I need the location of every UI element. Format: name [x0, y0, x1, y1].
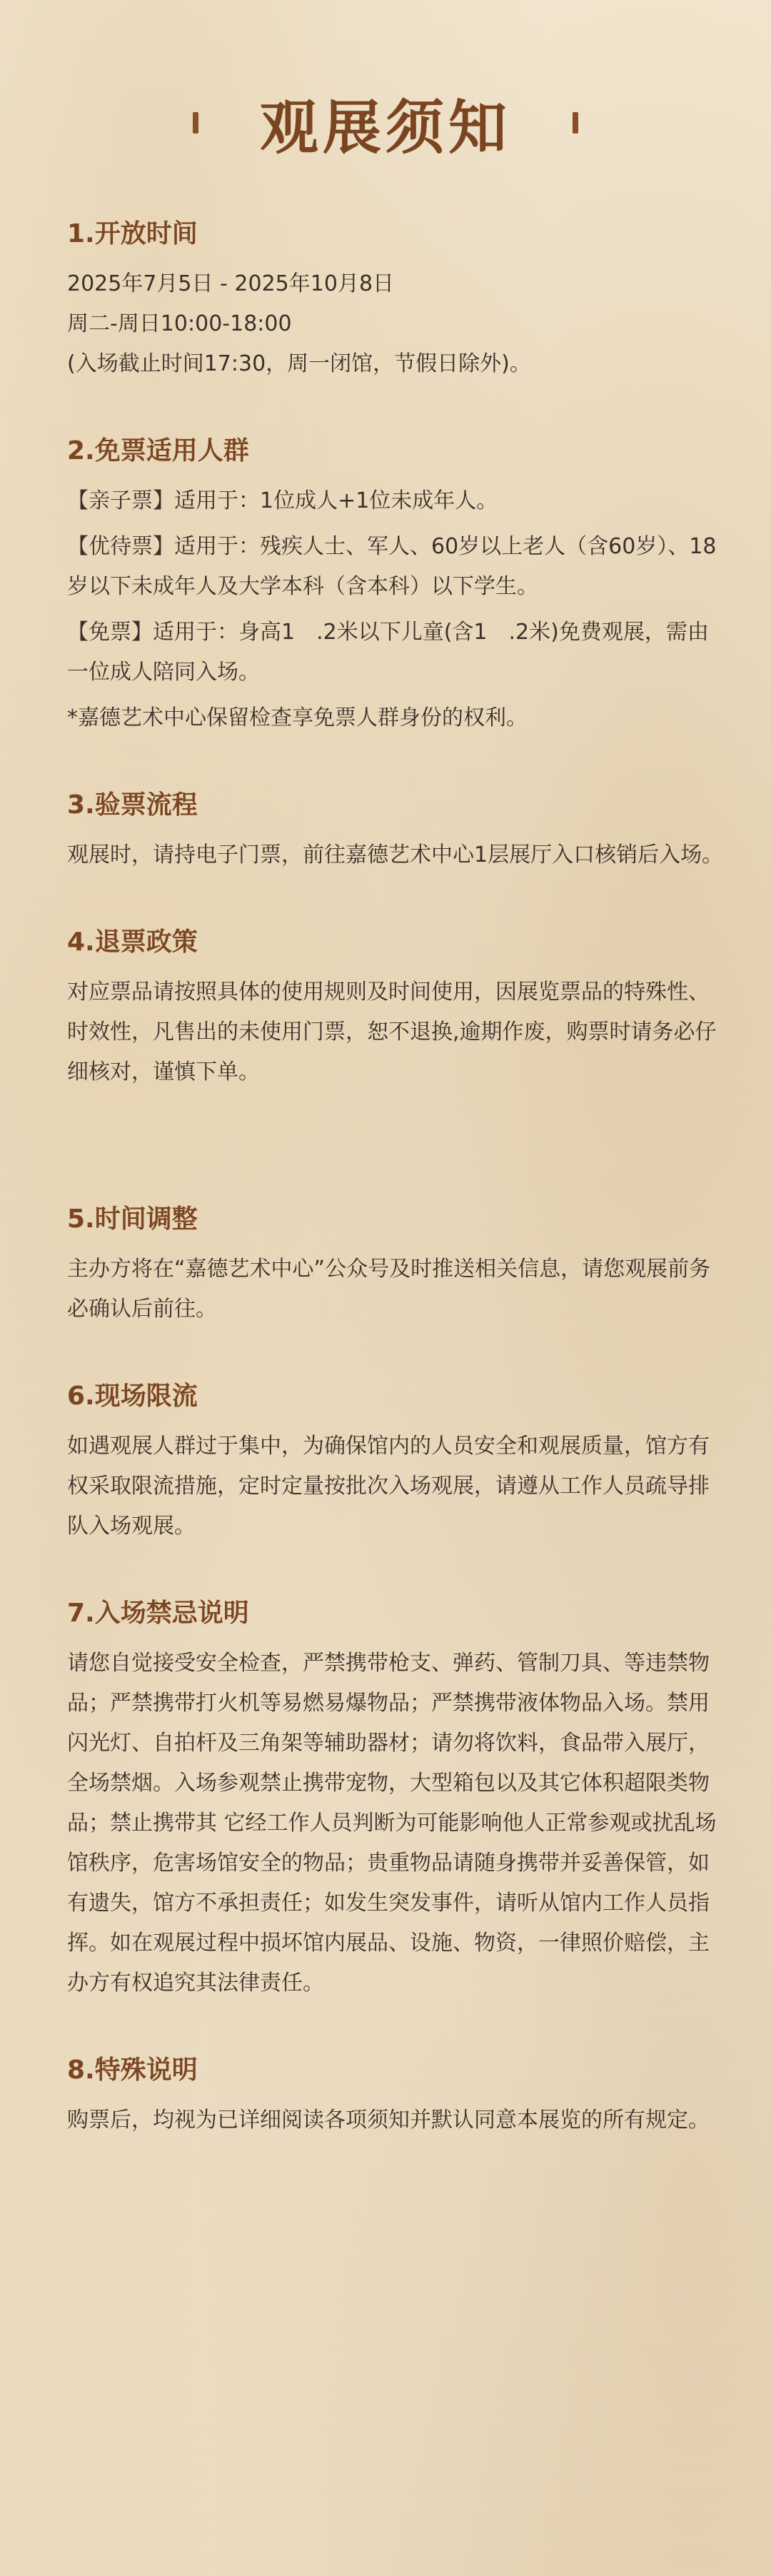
entry-cutoff-text: (入场截止时间17:30，周一闭馆，节假日除外)。 — [67, 351, 531, 376]
section-title: 1.开放时间 — [67, 219, 198, 248]
section-opening-hours — [67, 214, 724, 384]
title-left-bar — [193, 112, 198, 134]
section-special-notes — [67, 2051, 724, 2140]
entry-restrictions-text: 请您自觉接受安全检查，严禁携带枪支、弹药、管制刀具、等违禁物品；严禁携带打火机等易燃易爆物品；严禁携带液体物品入场。禁用闪光灯、自拍杆及三角架等辅助器材；请勿将饮料，食品带入展厅，全场禁烟。入场参观禁止携带宠物，大型箱包以及其它体积超限类物品；禁止携带其 它经工作人员判断为可能影响他人正常参观或扰乱场馆秩序，危害场馆安全的物品；贵重物品请随身携带并妥善保管，如有遗失，馆方不承担责任；如发生突发事件，请听从馆内工作人员指挥。如在观展过程中损坏馆内展品、设施、物资，一律照价赔偿，主办方有权追究其法律责任。 — [67, 1651, 717, 1996]
section-time-adjustment — [67, 1199, 724, 1329]
section-entry-restrictions — [67, 1594, 724, 2003]
section-title: 6.现场限流 — [67, 1382, 198, 1411]
ticket-check-text: 观展时，请持电子门票，前往嘉德艺术中心1层展厅入口核销后入场。 — [67, 842, 724, 867]
time-adjustment-text: 主办方将在“嘉德艺术中心”公众号及时推送相关信息，请您观展前务必确认后前往。 — [67, 1257, 711, 1322]
section-title: 7.入场禁忌说明 — [67, 1599, 249, 1628]
section-ticket-check — [67, 785, 724, 875]
refund-policy-text: 对应票品请按照具体的使用规则及时间使用，因展览票品的特殊性、时效性，凡售出的未使用门票，恕不退换,逾期作废，购票时请务必仔细核对，谨慎下单。 — [67, 980, 717, 1085]
date-range-text: 2025年7月5日 - 2025年10月8日 — [67, 271, 395, 296]
hours-text: 周二-周日10:00-18:00 — [67, 311, 292, 336]
free-ticket-note: *嘉德艺术中心保留检查享免票人群身份的权利。 — [67, 705, 528, 730]
section-refund-policy — [67, 922, 724, 1092]
section-title: 5.时间调整 — [67, 1204, 198, 1234]
notice-content — [67, 214, 724, 2188]
section-title: 8.特殊说明 — [67, 2056, 198, 2085]
special-notes-text: 购票后，均视为已详细阅读各项须知并默认同意本展览的所有规定。 — [67, 2108, 710, 2133]
section-title: 3.验票流程 — [67, 790, 198, 820]
section-title: 4.退票政策 — [67, 927, 198, 957]
crowd-control-text: 如遇观展人群过于集中，为确保馆内的人员安全和观展质量，馆方有权采取限流措施，定时定量按批次入场观展，请遵从工作人员疏导排队入场观展。 — [67, 1434, 710, 1539]
free-ticket-text: 【免票】适用于：身高1 .2米以下儿童(含1 .2米)免费观展，需由一位成人陪同入场。 — [67, 620, 709, 685]
discount-ticket-text: 【优待票】适用于：残疾人士、军人、60岁以上老人（含60岁）、18岁以下未成年人及大学本科（含本科）以下学生。 — [67, 534, 717, 599]
page-title: 观展须知 — [259, 93, 511, 162]
page-header — [0, 80, 771, 166]
section-crowd-control — [67, 1377, 724, 1546]
family-ticket-text: 【亲子票】适用于：1位成人+1位未成年人。 — [67, 488, 498, 513]
section-title: 2.免票适用人群 — [67, 436, 249, 466]
title-right-bar — [573, 112, 578, 134]
section-free-tickets — [67, 431, 724, 738]
